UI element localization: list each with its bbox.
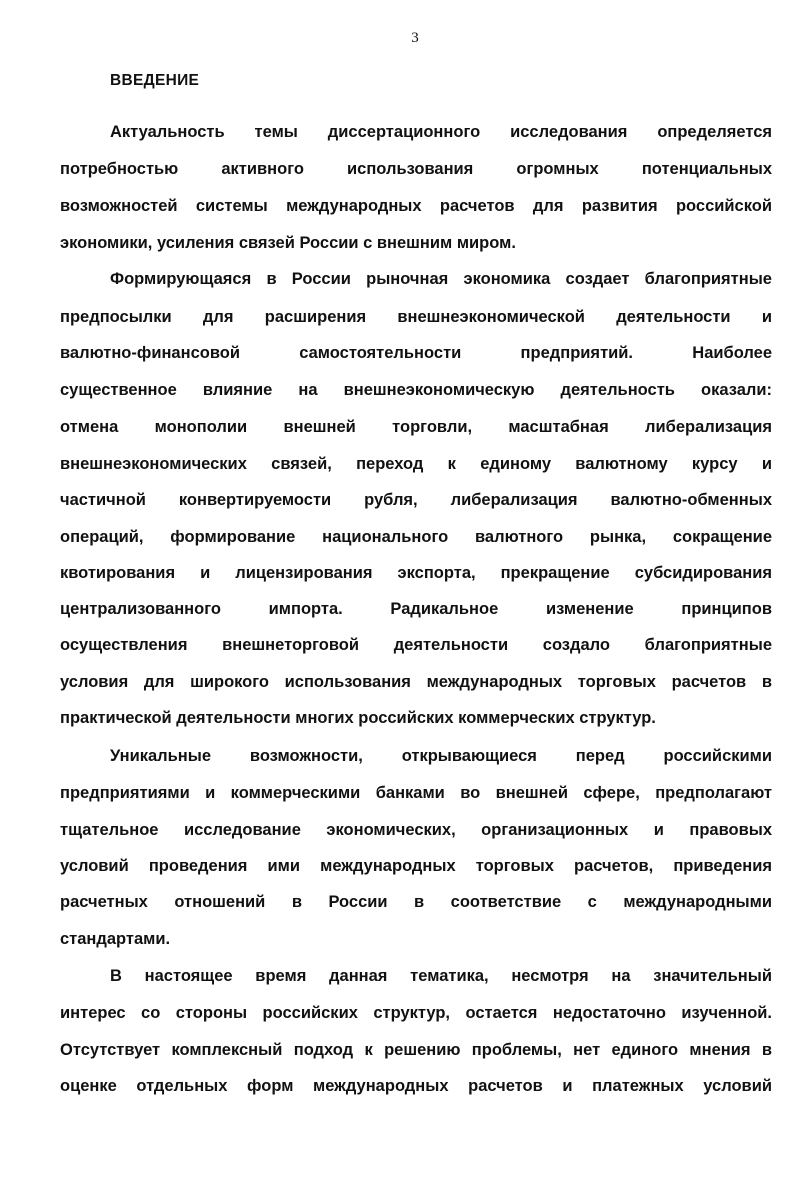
- section-heading: ВВЕДЕНИЕ: [110, 72, 200, 89]
- text-line: стандартами.: [60, 930, 171, 948]
- text-line: тщательное исследование экономических, организационных и правовых: [60, 821, 772, 839]
- text-line: Отсутствует комплексный подход к решению проблемы, нет единого мнения в: [60, 1041, 772, 1059]
- text-line: условия для широкого использования международных торговых расчетов в: [60, 673, 772, 691]
- text-line: частичной конвертируемости рубля, либерализация валютно-обменных: [60, 491, 772, 509]
- text-line: Уникальные возможности, открывающиеся перед российскими: [110, 747, 772, 765]
- text-line: практической деятельности многих российских коммерческих структур.: [60, 709, 656, 727]
- text-line: отмена монополии внешней торговли, масштабная либерализация: [60, 418, 772, 436]
- text-line: расчетных отношений в России в соответствие с международными: [60, 893, 772, 911]
- text-line: интерес со стороны российских структур, остается недостаточно изученной.: [60, 1004, 772, 1022]
- text-line: предпосылки для расширения внешнеэкономической деятельности и: [60, 308, 772, 326]
- text-line: существенное влияние на внешнеэкономическую деятельность оказали:: [60, 381, 772, 399]
- text-line: централизованного импорта. Радикальное изменение принципов: [60, 600, 772, 618]
- text-line: предприятиями и коммерческими банками во внешней сфере, предполагают: [60, 784, 772, 802]
- text-line: валютно-финансовой самостоятельности предприятий. Наиболее: [60, 344, 772, 362]
- text-line: внешнеэкономических связей, переход к единому валютному курсу и: [60, 455, 772, 473]
- text-line: экономики, усиления связей России с внешним миром.: [60, 234, 516, 252]
- text-line: Формирующаяся в России рыночная экономика создает благоприятные: [110, 270, 772, 288]
- text-line: потребностью активного использования огромных потенциальных: [60, 160, 772, 178]
- text-line: Актуальность темы диссертационного исследования определяется: [110, 123, 772, 141]
- text-line: возможностей системы международных расчетов для развития российской: [60, 197, 772, 215]
- text-line: операций, формирование национального валютного рынка, сокращение: [60, 528, 772, 546]
- text-line: оценке отдельных форм международных расчетов и платежных условий: [60, 1077, 772, 1095]
- text-line: условий проведения ими международных торговых расчетов, приведения: [60, 857, 772, 875]
- page-number: 3: [411, 30, 419, 46]
- text-line: В настоящее время данная тематика, несмотря на значительный: [110, 967, 772, 985]
- text-line: квотирования и лицензирования экспорта, прекращение субсидирования: [60, 564, 772, 582]
- text-line: осуществления внешнеторговой деятельности создало благоприятные: [60, 636, 772, 654]
